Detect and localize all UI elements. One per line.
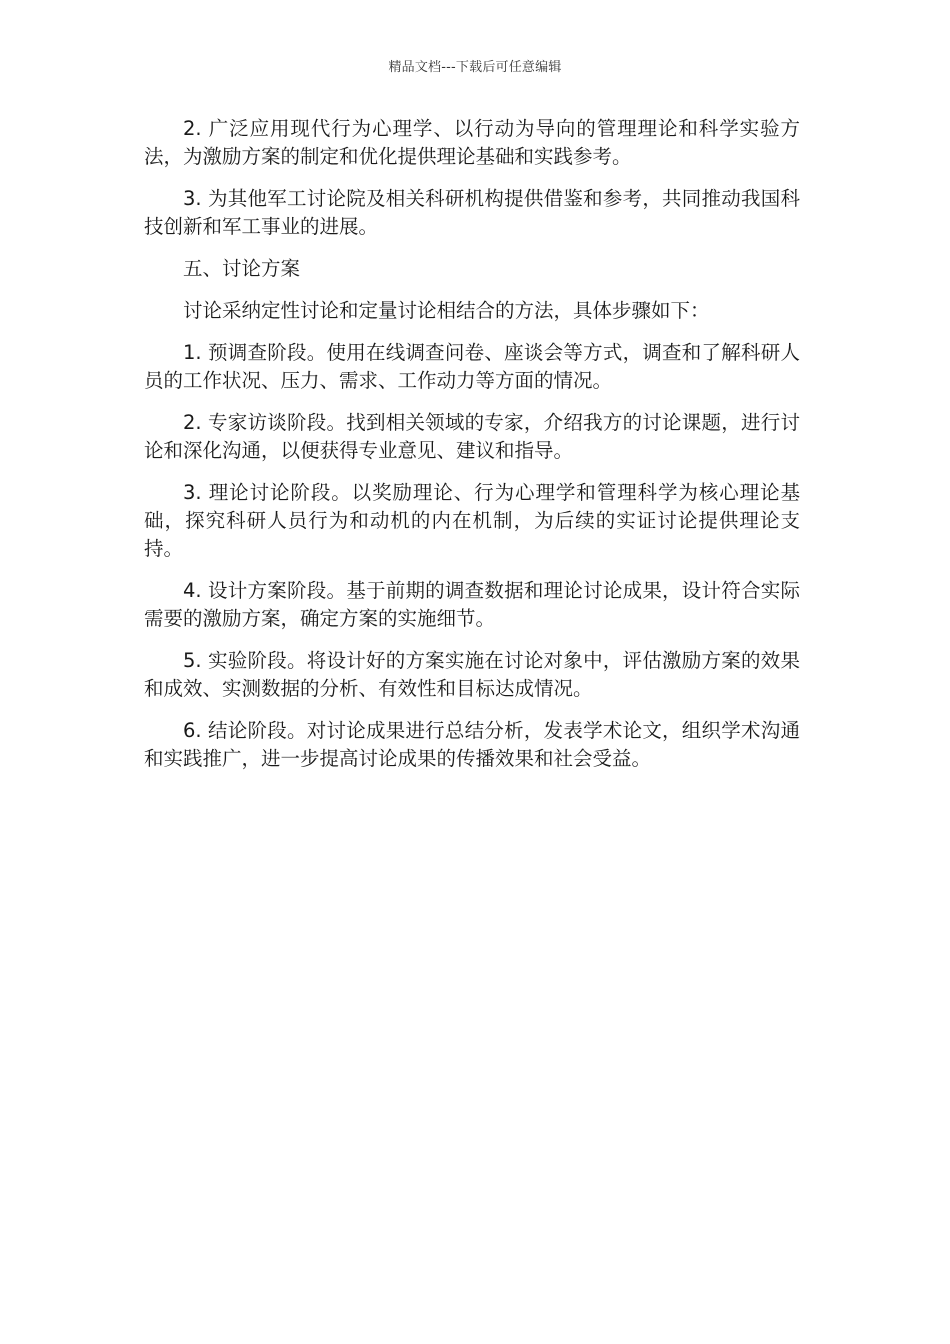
paragraph-step-5: 5. 实验阶段。将设计好的方案实施在讨论对象中，评估激励方案的效果和成效、实测数据的分析、有效性和目标达成情况。 [144,649,800,700]
paragraph-goal-2: 2. 广泛应用现代行为心理学、以行动为导向的管理理论和科学实验方法，为激励方案的制定和优化提供理论基础和实践参考。 [144,117,800,168]
paragraph-method-intro: 讨论采纳定性讨论和定量讨论相结合的方法，具体步骤如下： [183,299,710,322]
paragraph-goal-3: 3. 为其他军工讨论院及相关科研机构提供借鉴和参考，共同推动我国科技创新和军工事业的进展。 [144,187,800,238]
paragraph-step-2: 2. 专家访谈阶段。找到相关领域的专家，介绍我方的讨论课题，进行讨论和深化沟通，以便获得专业意见、建议和指导。 [144,411,800,462]
page-header-watermark: 精品文档---下载后可任意编辑 [388,60,562,75]
paragraph-step-1: 1. 预调查阶段。使用在线调查问卷、座谈会等方式，调查和了解科研人员的工作状况、压力、需求、工作动力等方面的情况。 [144,341,800,392]
paragraph-step-6: 6. 结论阶段。对讨论成果进行总结分析，发表学术论文，组织学术沟通和实践推广，进一步提高讨论成果的传播效果和社会受益。 [144,719,800,770]
document-body [144,115,800,787]
paragraph-step-3: 3. 理论讨论阶段。以奖励理论、行为心理学和管理科学为核心理论基础，探究科研人员行为和动机的内在机制，为后续的实证讨论提供理论支持。 [144,481,800,560]
section-heading-research-plan: 五、讨论方案 [183,257,301,280]
paragraph-step-4: 4. 设计方案阶段。基于前期的调查数据和理论讨论成果，设计符合实际需要的激励方案，确定方案的实施细节。 [144,579,800,630]
